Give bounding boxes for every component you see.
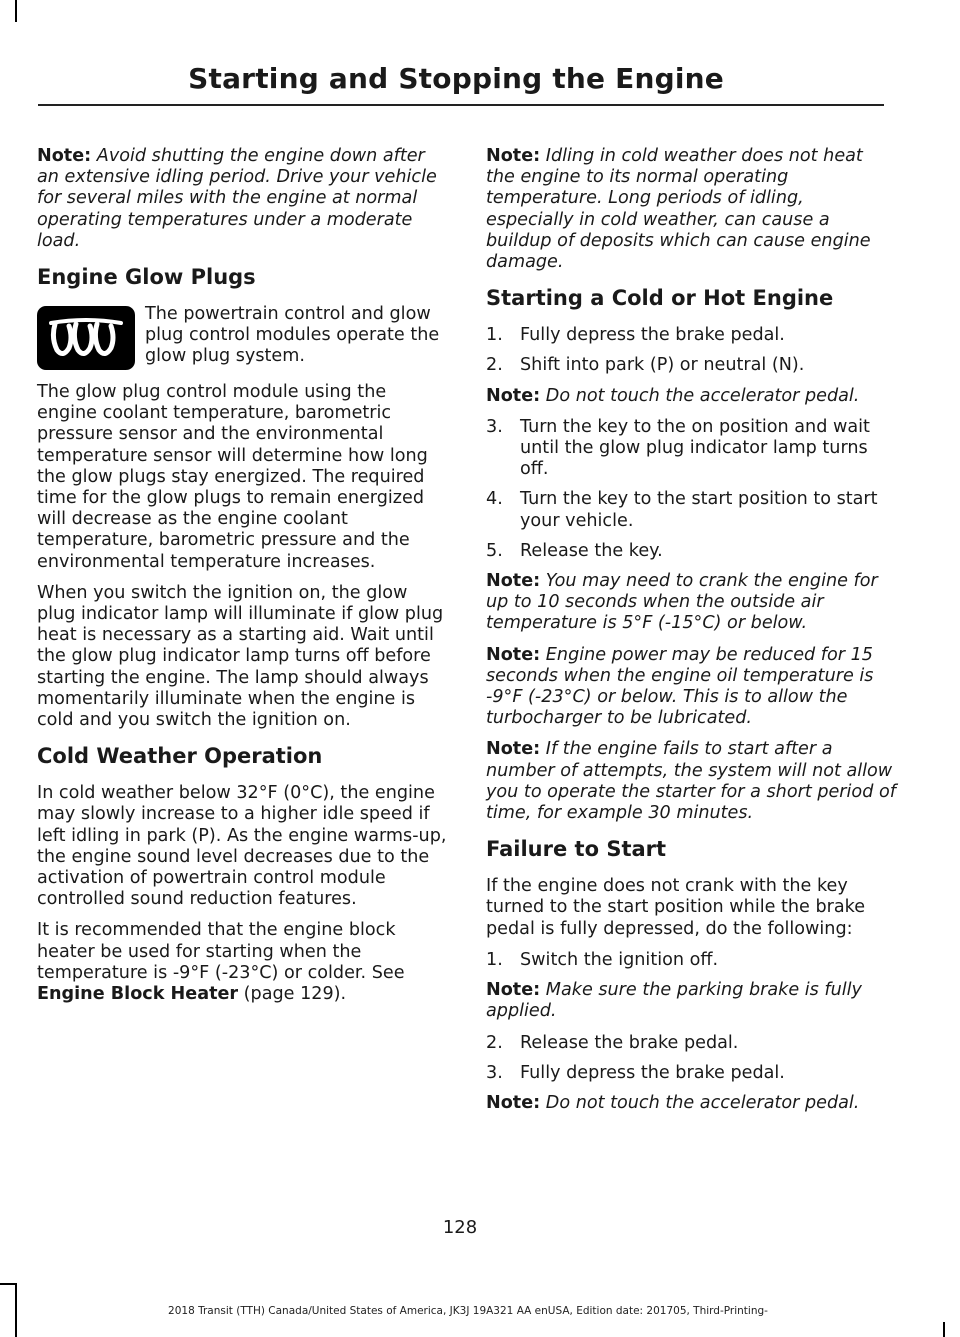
page-title: Starting and Stopping the Engine (188, 62, 724, 95)
note-parking-brake: Note: Make sure the parking brake is fully applied. (486, 980, 862, 1022)
note-power: Note: Engine power may be reduced for 15 seconds when the engine oil temperature is -9°F (-23°C) or below. This is to allow the turbocharger to be lubricated. (486, 644, 874, 729)
list-item: 2. Shift into park (P) or neutral (N). (486, 355, 805, 376)
list-item: 5. Release the key. (486, 540, 663, 561)
note-shutdown: Note: Avoid shutting the engine down after an extensive idling period. Drive your vehicle for several miles with the engine at normal operating temperatures under a moderate load. (37, 146, 437, 251)
note-idling: Note: Idling in cold weather does not heat the engine to its normal operating temperature. Long periods of idling, especially in cold weather, can cause a buildup of deposits which can cause engine damage. (486, 146, 871, 273)
glow-paragraph-1: The glow plug control module using the engine coolant temperature, barometric pressure sensor and the environmental temperature sensor will determine how long the glow plugs stay energized. The required time for the glow plugs to remain energized will decrease as the engine coolant temperature, barometric pressure and the environmental temperature increases. (37, 382, 428, 572)
list-item: 3. Fully depress the brake pedal. (486, 1062, 785, 1083)
crop-mark-bottom-right (943, 1322, 945, 1337)
cold-paragraph-1: In cold weather below 32°F (0°C), the engine may slowly increase to a higher idle speed if left idling in park (P). As the engine warms-up, the engine sound level decreases due to the activation of powertrain control module controlled sound reduction features. (37, 783, 447, 910)
heading-starting-cold-hot-engine: Starting a Cold or Hot Engine (486, 286, 834, 311)
failure-paragraph: If the engine does not crank with the key turned to the start position while the brake pedal is fully depressed, do the following: (486, 876, 866, 939)
list-item: 2. Release the brake pedal. (486, 1032, 739, 1053)
right-column (486, 146, 896, 1124)
crop-mark-bottom-left (15, 1285, 17, 1337)
heading-cold-weather-operation: Cold Weather Operation (37, 744, 323, 769)
crop-mark-top-left (15, 0, 17, 22)
list-item: 3. Turn the key to the on position and wait until the glow plug indicator lamp turns off. (486, 416, 870, 480)
link-engine-block-heater[interactable]: Engine Block Heater (37, 984, 239, 1005)
list-item: 4. Turn the key to the start position to start your vehicle. (486, 489, 878, 531)
header-rule (38, 104, 884, 106)
page-number: 128 (442, 1217, 478, 1238)
left-column (37, 146, 447, 1015)
heading-failure-to-start: Failure to Start (486, 837, 667, 862)
list-item: 1. Switch the ignition off. (486, 949, 719, 970)
footer-edition: 2018 Transit (TTH) Canada/United States of America, JK3J 19A321 AA enUSA, Edition date: 201705, Third-Printing- (168, 1305, 768, 1317)
cold-paragraph-2: It is recommended that the engine block heater be used for starting when the temperature is -9°F (-23°C) or colder. See Engine Block Heater (page 129). (37, 920, 405, 1005)
crop-mark-bottom-left-h (0, 1283, 17, 1285)
list-item: 1. Fully depress the brake pedal. (486, 325, 785, 346)
heading-engine-glow-plugs: Engine Glow Plugs (37, 265, 256, 290)
note-crank: Note: You may need to crank the engine for up to 10 seconds when the outside air temperature is 5°F (-15°C) or below. (486, 571, 878, 634)
note-accelerator-2: Note: Do not touch the accelerator pedal. (486, 1092, 860, 1113)
glow-plug-indicator-icon (37, 306, 135, 370)
note-accelerator-1: Note: Do not touch the accelerator pedal. (486, 385, 860, 406)
glow-intro-text: The powertrain control and glow plug control modules operate the glow plug system. (145, 304, 440, 367)
glow-plug-intro (37, 304, 447, 370)
glow-paragraph-2: When you switch the ignition on, the glow plug indicator lamp will illuminate if glow plug heat is necessary as a starting aid. Wait until the glow plug indicator lamp turns off before starting the engine. The lamp should always momentarily illuminate when the engine is cold and you switch the ignition on. (37, 582, 444, 731)
note-fail: Note: If the engine fails to start after a number of attempts, the system will not allow you to operate the starter for a short period of time, for example 30 minutes. (486, 739, 896, 824)
